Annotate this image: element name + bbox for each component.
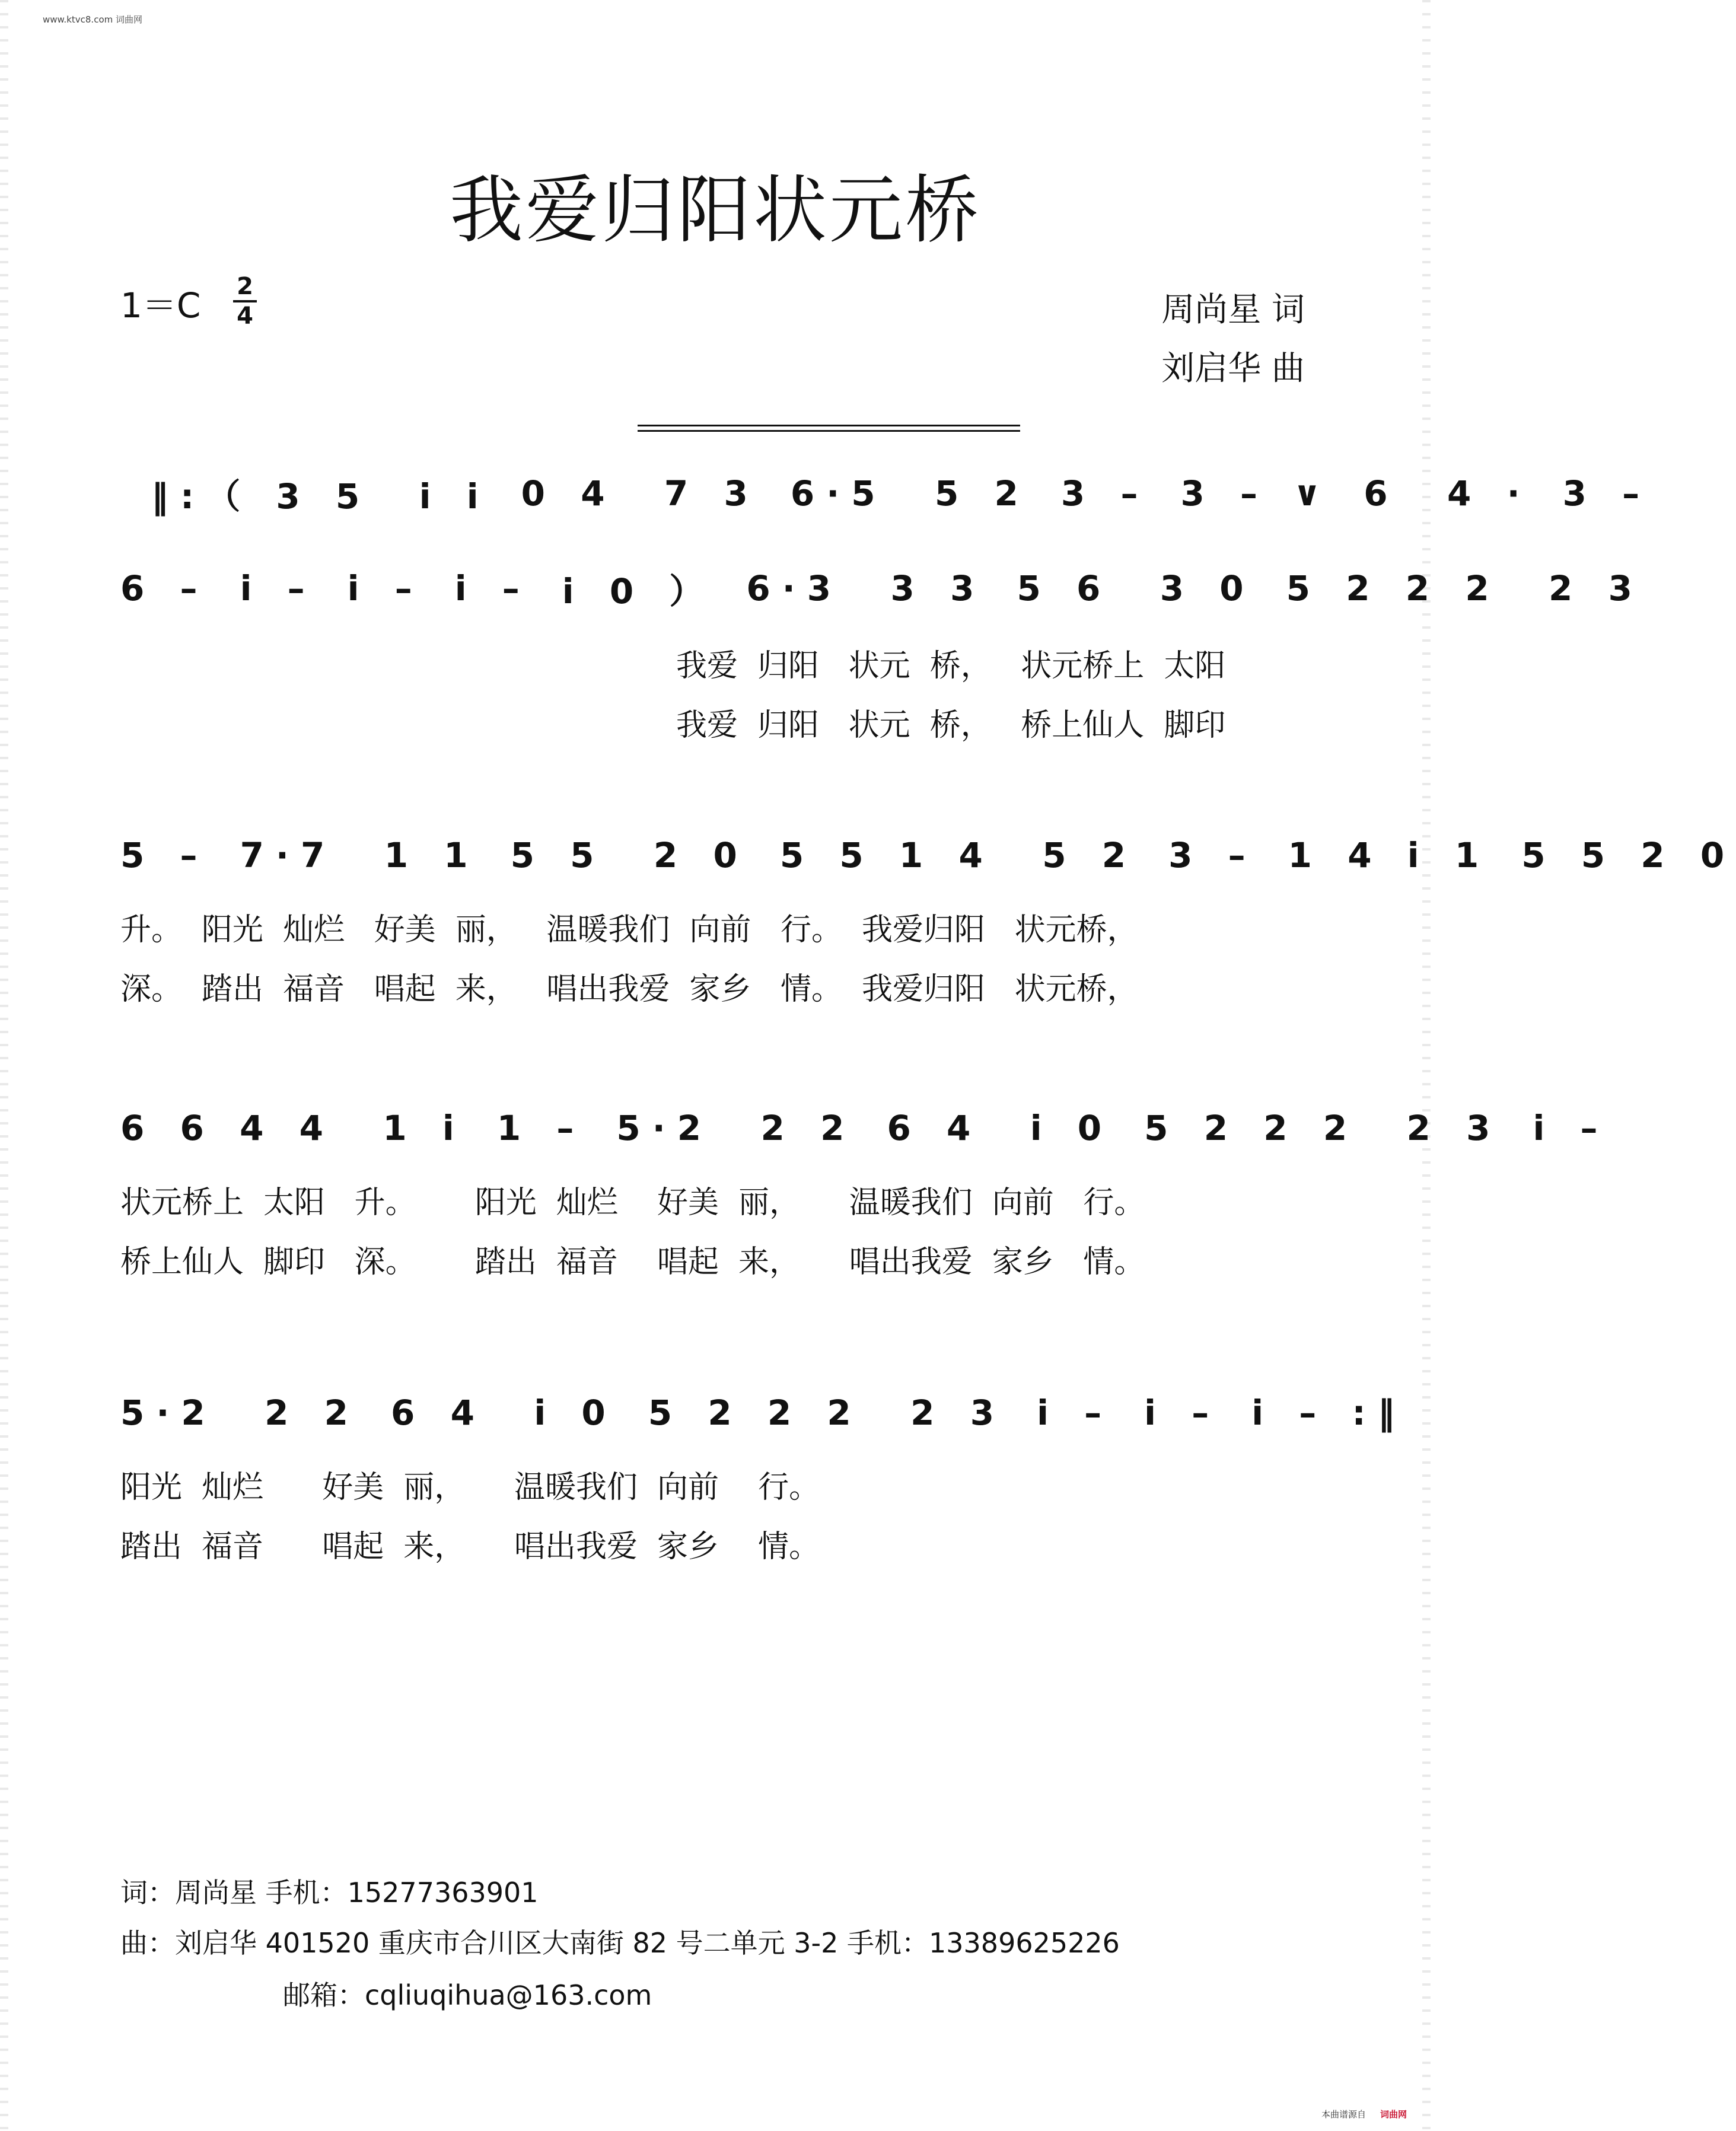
measure: 6 4 · bbox=[1364, 473, 1532, 514]
measure: 5 2 2 2 2 3 bbox=[1286, 568, 1644, 609]
measure: 6 4 i 0 bbox=[391, 1393, 617, 1433]
measure: 5 5 2 0 bbox=[1521, 835, 1736, 875]
measure: 6 6 4 4 1 i bbox=[120, 1108, 466, 1148]
measure: 5 – bbox=[120, 835, 209, 875]
lyric-verse-1: 我爱 归阳 状元 桥， 状元桥上 太阳 bbox=[676, 648, 1226, 684]
measure: 5 5 1 4 5 2 bbox=[779, 835, 1138, 875]
lyric-verse-2: 桥上仙人 脚印 深。 踏出 福音 唱起 来， 唱出我爱 家乡 情。 bbox=[120, 1244, 1145, 1280]
measure: 6 4 i 0 bbox=[887, 1108, 1114, 1148]
measure: i – bbox=[347, 568, 424, 609]
measure: i 0 ） bbox=[562, 571, 716, 611]
measure: 7·7 1 1 bbox=[240, 835, 480, 875]
right-border-decoration bbox=[1422, 0, 1431, 2131]
measure: 5 6 3 0 bbox=[1017, 568, 1256, 609]
measure: 3 – bbox=[1168, 835, 1257, 875]
measure: i – bbox=[1144, 1393, 1221, 1433]
lyric-verse-2: 深。 踏出 福音 唱起 来， 唱出我爱 家乡 情。 我爱归阳 状元桥， bbox=[120, 971, 1138, 1007]
measure: 3 – ∨ bbox=[1180, 473, 1333, 514]
measure: 3 – bbox=[1562, 473, 1652, 514]
measure: 5 5 2 0 bbox=[510, 835, 749, 875]
measure: 5·2 2 2 bbox=[616, 1108, 856, 1148]
measure: 0 4 7 3 bbox=[521, 473, 760, 514]
measure: 6 – bbox=[120, 568, 209, 609]
measure: i – :‖ bbox=[1251, 1393, 1407, 1433]
notation-system-3 bbox=[120, 830, 1736, 880]
contact-composer: 曲：刘启华 401520 重庆市合川区大南街 82 号二单元 3-2 手机：13389625226 bbox=[120, 1927, 1120, 1959]
measure: 1 – bbox=[496, 1108, 586, 1148]
lyricist-credit: 周尚星 词 bbox=[1161, 291, 1305, 329]
left-border-decoration bbox=[0, 0, 8, 2131]
time-signature-bottom: 4 bbox=[237, 302, 253, 330]
footer-brand-link[interactable]: 词曲网 bbox=[1380, 2109, 1407, 2120]
double-rule bbox=[638, 425, 1020, 434]
measure: 6·5 5 2 bbox=[790, 473, 1030, 514]
notation-system-1 bbox=[120, 469, 1652, 518]
measure: 5·2 2 2 bbox=[120, 1393, 361, 1433]
lyric-verse-1: 状元桥上 太阳 升。 阳光 灿烂 好美 丽， 温暖我们 向前 行。 bbox=[120, 1185, 1145, 1221]
measure: 3 – bbox=[1060, 473, 1150, 514]
contact-lyricist: 词：周尚星 手机：15277363901 bbox=[120, 1877, 539, 1909]
lyric-verse-1: 升。 阳光 灿烂 好美 丽， 温暖我们 向前 行。 我爱归阳 状元桥， bbox=[120, 912, 1138, 948]
measure: 1 4 i 1 bbox=[1288, 835, 1491, 875]
measure: i – bbox=[1533, 1108, 1610, 1148]
notation-system-4 bbox=[120, 1103, 1610, 1153]
measure: 5 2 2 2 2 3 bbox=[648, 1393, 1006, 1433]
time-signature bbox=[233, 274, 257, 329]
lyric-verse-2: 踏出 福音 唱起 来， 唱出我爱 家乡 情。 bbox=[120, 1529, 820, 1565]
measure: i – bbox=[1037, 1393, 1114, 1433]
lyric-verse-1: 阳光 灿烂 好美 丽， 温暖我们 向前 行。 bbox=[120, 1470, 820, 1505]
measure: i – bbox=[240, 568, 317, 609]
measure: 5 2 2 2 2 3 bbox=[1144, 1108, 1502, 1148]
composer-credit: 刘启华 曲 bbox=[1161, 349, 1305, 388]
site-footer bbox=[1321, 2108, 1407, 2120]
time-signature-top: 2 bbox=[237, 273, 253, 300]
song-title: 我爱归阳状元桥 bbox=[449, 168, 981, 253]
measure: i – bbox=[454, 568, 531, 609]
lyric-verse-2: 我爱 归阳 状元 桥， 桥上仙人 脚印 bbox=[676, 708, 1226, 743]
site-header: www.ktvc8.com 词曲网 bbox=[43, 14, 143, 25]
measure: ‖:（ 3 5 i i bbox=[151, 476, 490, 517]
footer-source-text: 本曲谱源自 bbox=[1321, 2109, 1366, 2120]
notation-system-2 bbox=[120, 563, 1644, 613]
key-signature: 1＝C bbox=[120, 285, 201, 326]
notation-system-5 bbox=[120, 1388, 1407, 1438]
measure: 6·3 3 3 bbox=[746, 568, 986, 609]
contact-email: 邮箱：cqliuqihua@163.com bbox=[283, 1979, 652, 2011]
